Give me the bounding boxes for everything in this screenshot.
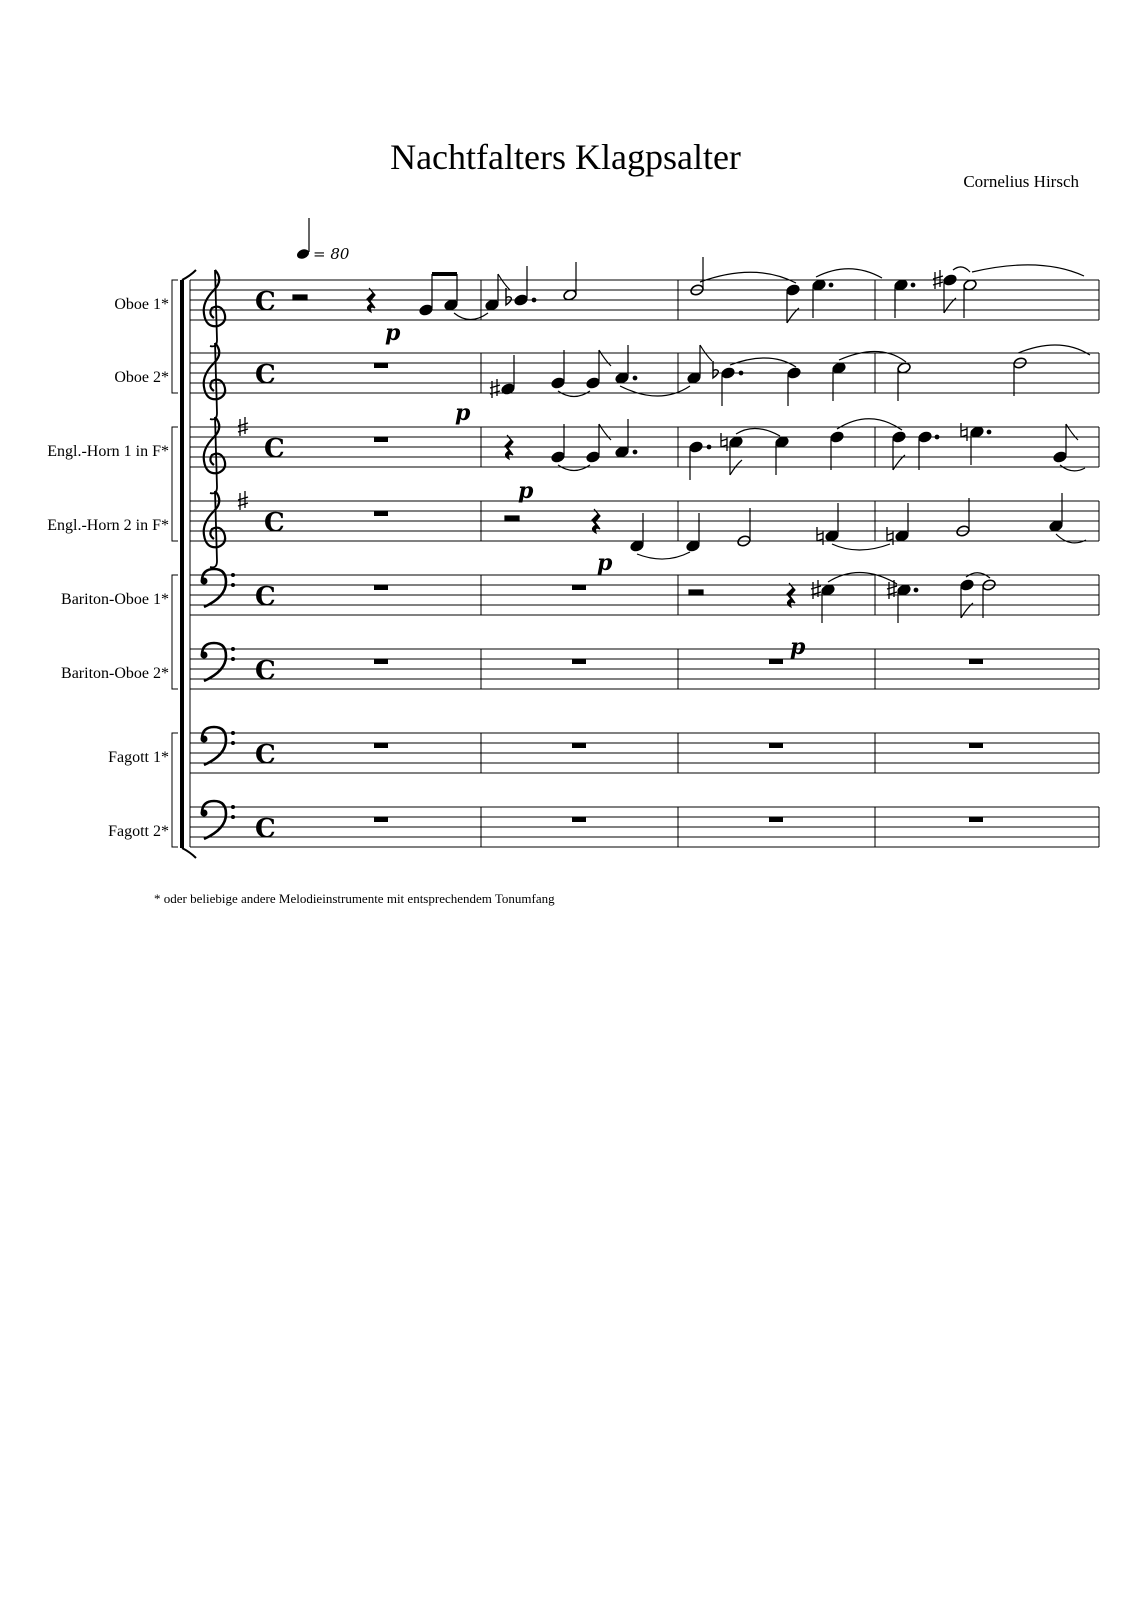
footnote: * oder beliebige andere Melodieinstrumente mit entsprechendem Tonumfang	[154, 891, 555, 906]
instrument-label-english-horn-2: Engl.-Horn 2 in F*	[47, 517, 169, 534]
group-brackets	[172, 280, 178, 847]
staff-oboe-1	[190, 280, 1099, 320]
treble-clef-icon	[204, 491, 225, 567]
tempo-value: = 80	[313, 245, 350, 263]
time-signature: C	[255, 582, 276, 612]
staff-english-horn-1	[190, 427, 1099, 467]
instrument-label-oboe-2: Oboe 2*	[114, 369, 169, 386]
time-signature: C	[255, 814, 276, 844]
system-bracket	[180, 270, 196, 858]
treble-clef-icon	[204, 417, 225, 493]
time-signature: C	[264, 508, 285, 538]
time-signature: C	[264, 434, 285, 464]
tempo-mark	[296, 218, 350, 263]
staff-baritone-oboe-1	[190, 575, 1099, 615]
time-signature: C	[255, 287, 276, 317]
dynamic-piano: p	[790, 634, 806, 660]
barlines	[481, 280, 1099, 847]
composer-name: Cornelius Hirsch	[963, 172, 1079, 191]
dynamic-piano: p	[455, 400, 471, 426]
english-horn-2-notes	[505, 493, 1086, 559]
staff-oboe-2	[190, 353, 1099, 393]
treble-clef-icon	[204, 270, 225, 346]
time-signature: C	[255, 656, 276, 686]
instrument-label-baritone-oboe-2: Bariton-Oboe 2*	[61, 665, 169, 682]
treble-clef-icon	[204, 343, 225, 419]
instrument-label-bassoon-2: Fagott 2*	[108, 823, 169, 840]
instrument-label-english-horn-1: Engl.-Horn 1 in F*	[47, 443, 169, 460]
dynamic-piano: p	[518, 478, 534, 504]
staff-bassoon-1	[190, 733, 1099, 773]
english-horn-1-notes	[505, 419, 1085, 480]
score-title: Nachtfalters Klagpsalter	[390, 137, 741, 177]
oboe-2-notes	[490, 345, 1090, 406]
instrument-label-bassoon-1: Fagott 1*	[108, 749, 169, 766]
time-signature: C	[255, 360, 276, 390]
staff-bassoon-2	[190, 807, 1099, 847]
dynamic-piano: p	[385, 320, 401, 346]
instrument-label-baritone-oboe-1: Bariton-Oboe 1*	[61, 591, 169, 608]
instrument-label-oboe-1: Oboe 1*	[114, 296, 169, 313]
staff-baritone-oboe-2	[190, 649, 1099, 689]
time-signature: C	[255, 740, 276, 770]
dynamic-piano: p	[597, 550, 613, 576]
